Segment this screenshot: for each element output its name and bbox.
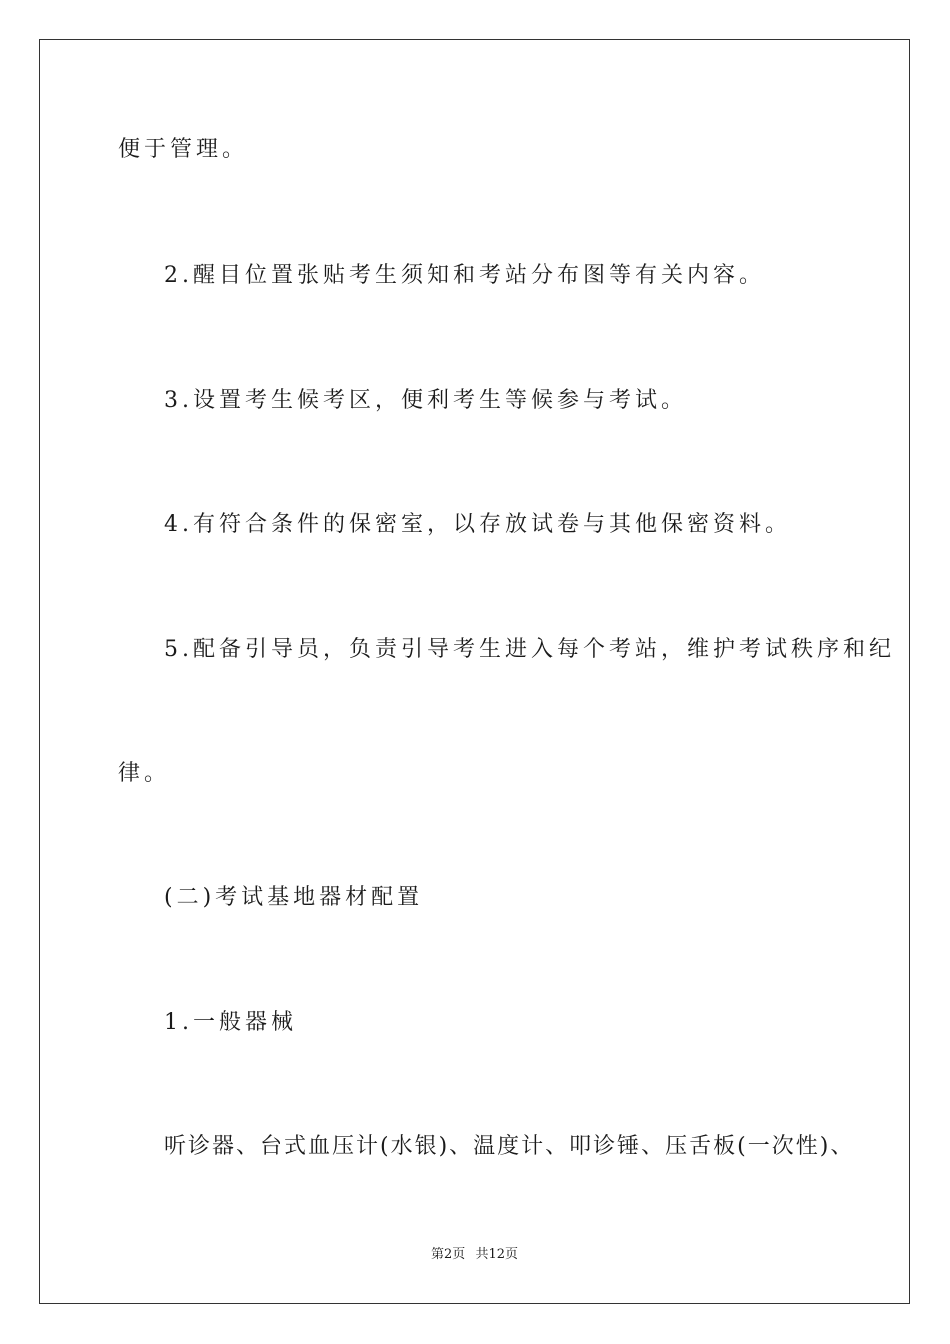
document-page: [39, 39, 910, 1304]
text-line: 5.配备引导员，负责引导考生进入每个考站，维护考试秩序和纪: [164, 637, 895, 662]
text-line: 便于管理。: [118, 137, 249, 162]
text-line: 律。: [118, 761, 171, 786]
total-pages: 共12页: [475, 1247, 518, 1262]
section-heading: (二)考试基地器材配置: [164, 885, 424, 910]
text-line: 2.醒目位置张贴考生须知和考站分布图等有关内容。: [164, 263, 765, 288]
text-line: 4.有符合条件的保密室，以存放试卷与其他保密资料。: [164, 512, 791, 537]
text-line: 3.设置考生候考区，便利考生等候参与考试。: [164, 388, 687, 413]
current-page-number: 第2页: [431, 1247, 466, 1262]
text-line: 听诊器、台式血压计(水银)、温度计、叩诊锤、压舌板(一次性)、: [164, 1134, 855, 1159]
page-footer: [40, 1247, 909, 1263]
text-line: 1.一般器械: [164, 1010, 297, 1035]
